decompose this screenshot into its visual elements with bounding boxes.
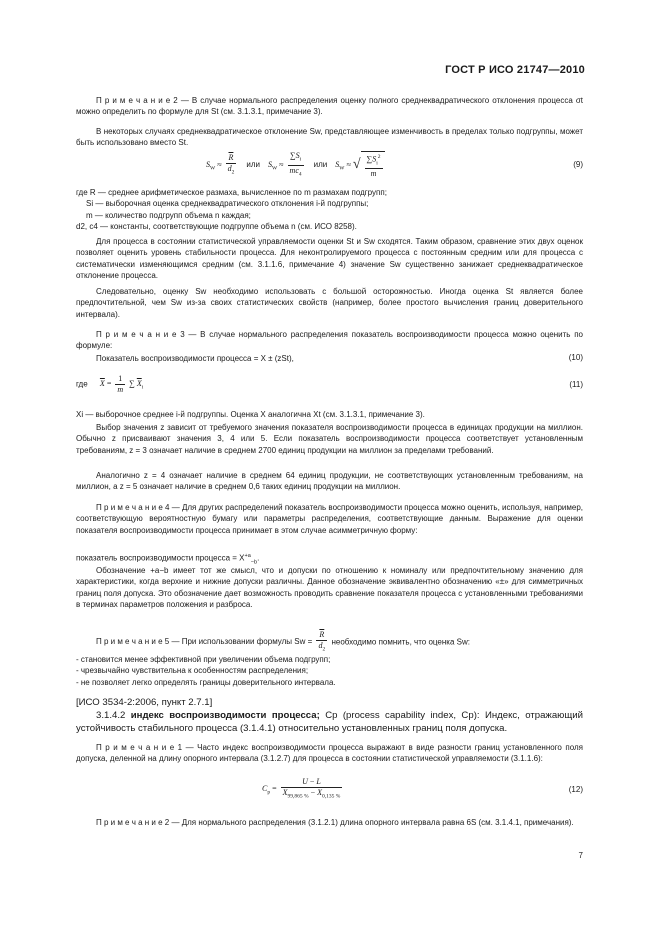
formula-9: $S_W$ ≈ $\frac{\overline{R}}{d_2}$ или $S_W$ ≈ $\frac{\sum S_i}{mc_4}$ или $S_W$ ≈ √ $\frac{\sum S_i^2}{m}$ — [206, 151, 385, 179]
sw-intro-paragraph: В некоторых случаях среднеквадратическое отклонение Sw, представляющее изменчивость в пределах только подгруппы, может быть использовано вместо St. — [76, 127, 583, 148]
note-5-paragraph: П р и м е ч а н и е 5 — При использовании формулы Sw = $\frac{\overline{R}}{d_2}$ необходимо помнить, что оценка Sw: — [96, 630, 470, 653]
document-header: ГОСТ Р ИСО 21747—2010 — [445, 64, 585, 76]
equation-12-label: (12) — [568, 785, 583, 794]
cp-note-1: П р и м е ч а н и е 1 — Часто индекс воспроизводимости процесса выражают в виде разности границ установленного поля допуска, деленной на длину опорного интервала (3.1.2.7) для процесса в состоянии статистической управляемости (3.1.1.6): — [76, 743, 583, 764]
notation-paragraph: Обозначение +a−b имеет тот же смысл, что и допуски по отношению к номиналу или предпочтительному значению для характеристики, когда верхние и нижние допуски различны. Данное обозначение эквивалентно обозначению «±» для симметричных границ поля допуска. Это обозначение дает возможность проводить сравнение показателя процесса с установленными требованиями в терминах параметров положения и разброса. — [76, 566, 583, 610]
list-item: - чрезвычайно чувствительна к особенностям распределения; — [76, 666, 309, 676]
caution-paragraph: Следовательно, оценку Sw необходимо использовать с большой осторожностью. Иногда оценка St является более предпочтительной, чем Sw из-за своих статистических свойств (например, более простого вычисления границ доверительного интервала). — [76, 287, 583, 319]
list-item: - не позволяет легко определять границы доверительного интервала. — [76, 677, 336, 687]
equation-11-label: (11) — [569, 380, 583, 389]
equation-10: Показатель воспроизводимости процесса = X ± (zSt), — [96, 354, 294, 363]
note-2-paragraph: П р и м е ч а н и е 2 — В случае нормального распределения оценку полного среднеквадратического отклонения процесса σt можно определить по формуле для St (см. 3.1.3.1, примечание 3). — [76, 96, 583, 117]
equation-9-label: (9) — [573, 160, 583, 169]
note-4-paragraph: П р и м е ч а н и е 4 — Для других распределений показатель воспроизводимости процесса можно оценить, используя, например, соответствующую вероятностную бумагу или параметры распределения, соответствующие данным. Выражение для оценки показателя воспроизводимости процесса принимает в этом случае асимметричную форму: — [76, 503, 583, 535]
subgroup-mean-paragraph: Xi — выборочное среднее i-й подгруппы. Оценка X аналогична Xt (см. 3.1.3.1, примечание 3). — [76, 410, 425, 419]
equation-11: где $\overline{X}$ = $\frac{1}{m}$ ∑ $\overline{X}_i$ — [76, 374, 144, 394]
page-number: 7 — [578, 851, 583, 860]
z-analog-paragraph: Аналогично z = 4 означает наличие в среднем 64 единиц продукции, не соответствующих установленным требованиям, на миллион, а z = 5 означает наличие в среднем 0,6 таких единиц продукции на миллион. — [76, 471, 583, 492]
definitions-list: где R — среднее арифметическое размаха, вычисленное по m размахам подгрупп; Si — выборочная оценка среднеквадратического отклонения i-й подгруппы; m — количество подгрупп объема n каждая; d2, c4 — константы, соответствующие подгруппе объема n (см. ИСО 8258). — [76, 188, 387, 232]
z-choice-paragraph: Выбор значения z зависит от требуемого значения показателя воспроизводимости процесса в единицах продукции на миллион. Обычно z присваивают значения 3, 4 или 5. Если показатель воспроизводимости процесса соответствует установленным требованиям, z = 3 означает наличие в среднем 2700 единиц продукции на миллион за пределами требований. — [76, 423, 583, 455]
equation-10-label: (10) — [568, 353, 583, 362]
note-3-paragraph: П р и м е ч а н и е 3 — В случае нормального распределения показатель воспроизводимости процесса можно оценить по формуле: — [76, 330, 583, 351]
iso-reference: [ИСО 3534-2:2006, пункт 2.7.1] — [76, 697, 213, 708]
cp-note-2: П р и м е ч а н и е 2 — Для нормального распределения (3.1.2.1) длина опорного интервала равна 6S (см. 3.1.4.1, примечания). — [96, 818, 574, 827]
bullet-list — [76, 654, 583, 688]
convergence-paragraph: Для процесса в состоянии статистической управляемости оценки St и Sw сходятся. Таким образом, сравнение этих двух оценок позволяет оценить уровень стабильности процесса. Для неконтролируемого процесса с постоянным средним или для процесса с систематически изменяющимся средним (см. 3.1.1.6, примечание 4) значение Sw существенно занижает среднеквадратическое отклонение процесса. — [76, 237, 583, 281]
term-definition: 3.1.4.2 индекс воспроизводимости процесса; Cp (process capability index, Cp): Индекс, отражающий устойчивость стабильного процесса (3.1.4.1) относительно установленных границ поля допуска. — [76, 710, 583, 734]
formula-12: $C_p$ = $\frac{U - L}{X_{99,865 \%} - X_{0,135 \%}}$ — [262, 777, 341, 800]
asymmetric-formula: показатель воспроизводимости процесса = $X^{+a}_{-b}$. — [76, 553, 260, 566]
list-item: - становится менее эффективной при увеличении объема подгрупп; — [76, 655, 331, 664]
